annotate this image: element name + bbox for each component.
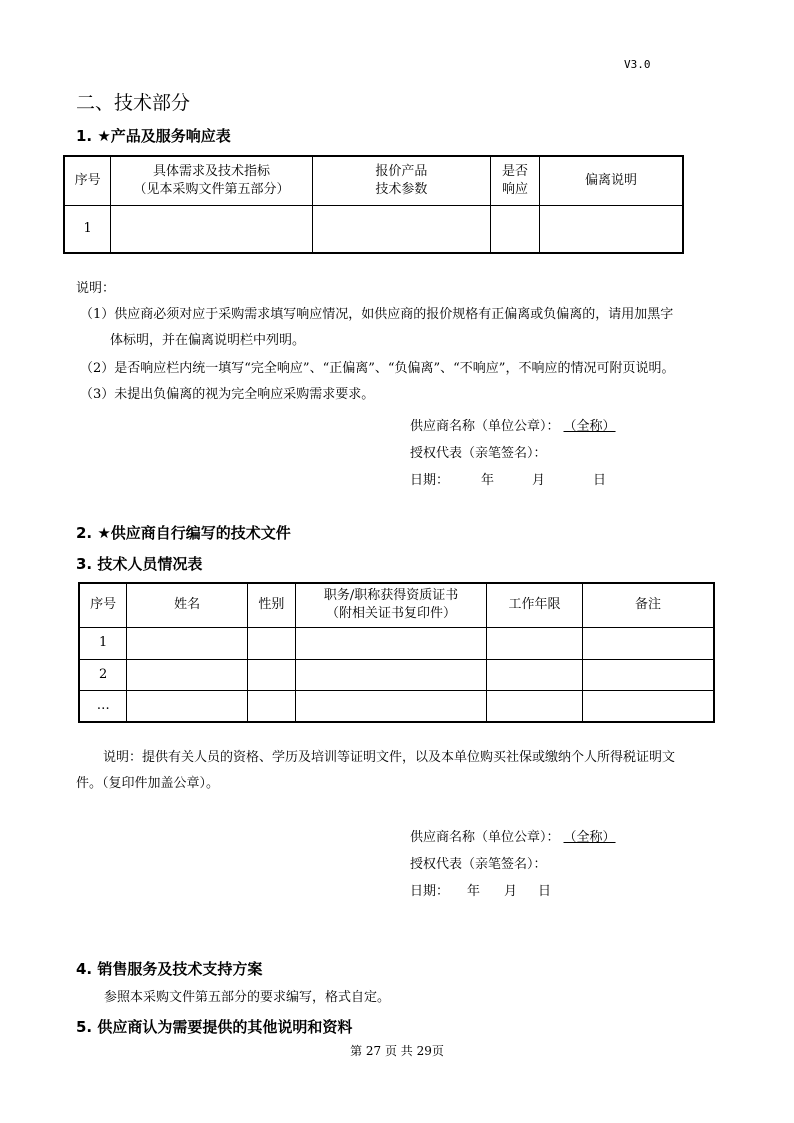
col-header-requirements-line1: 具体需求及技术指标 — [153, 163, 271, 179]
note-item-3: （3）未提出负偏离的视为完全响应采购需求要求。 — [80, 387, 375, 402]
date-day: 日 — [538, 884, 552, 899]
date-label: 日期： — [410, 473, 450, 488]
col-header-index: 序号 — [79, 583, 127, 627]
col-header-deviation: 偏离说明 — [539, 156, 683, 205]
table-row — [79, 627, 714, 659]
cell-deviation — [539, 205, 683, 253]
cell-respond — [491, 205, 540, 253]
page-number: 第 27 页 共 29页 — [350, 1044, 444, 1058]
response-table — [63, 155, 684, 254]
date-year: 年 — [467, 884, 481, 899]
note-item-1: （1）供应商必须对应于采购需求填写响应情况，如供应商的报价规格有正偏离或负偏离的，请用加黑字 — [80, 307, 674, 322]
section-title: 二、技术部分 — [76, 92, 191, 114]
staff-note-line2: 件。（复印件加盖公章）。 — [76, 776, 220, 791]
supplier-label: 供应商名称（单位公章）： — [410, 830, 560, 845]
note-item-2: （2）是否响应栏内统一填写“完全响应”、“正偏离”、“负偏离”、“不响应”，不响应的情况可附页说明。 — [80, 361, 675, 376]
sec1-heading: 1. ★产品及服务响应表 — [76, 127, 231, 145]
col-header-gender: 性别 — [247, 583, 295, 627]
cell-requirements — [111, 205, 312, 253]
sec2-heading: 2. ★供应商自行编写的技术文件 — [76, 524, 291, 542]
table-row — [64, 205, 683, 253]
date-year: 年 — [481, 473, 495, 488]
col-header-requirements-line2: （见本采购文件第五部分） — [133, 181, 290, 197]
note-item-1-cont: 体标明，并在偏离说明栏中列明。 — [110, 333, 306, 348]
signature-supplier — [410, 826, 626, 845]
col-header-product-params — [312, 156, 490, 205]
col-header-respond — [491, 156, 540, 205]
supplier-label: 供应商名称（单位公章）： — [410, 419, 560, 434]
col-header-years: 工作年限 — [487, 583, 583, 627]
cell-index: 1 — [79, 627, 127, 659]
col-header-remarks: 备注 — [582, 583, 714, 627]
supplier-name-field: （全称） — [563, 419, 616, 434]
date-month: 月 — [532, 473, 546, 488]
col-header-qualification — [295, 583, 486, 627]
col-header-index: 序号 — [64, 156, 111, 205]
date-day: 日 — [593, 473, 607, 488]
cell-index: 2 — [79, 659, 127, 690]
notes-label: 说明： — [76, 281, 116, 296]
sec4-text: 参照本采购文件第五部分的要求编写，格式自定。 — [104, 990, 391, 1005]
col-header-product-line2: 技术参数 — [375, 181, 428, 197]
signature-rep: 授权代表（亲笔签名）： — [410, 446, 547, 461]
signature-supplier — [410, 415, 626, 434]
sec3-heading: 3. 技术人员情况表 — [76, 555, 203, 573]
col-header-qualification-line1: 职务/职称获得资质证书 — [323, 588, 459, 604]
signature-date — [410, 880, 570, 899]
response-table-header — [64, 156, 683, 205]
staff-note-line1: 说明：提供有关人员的资格、学历及培训等证明文件，以及本单位购买社保或缴纳个人所得税证明文 — [103, 750, 676, 765]
cell-product-params — [312, 205, 490, 253]
col-header-requirements — [111, 156, 312, 205]
date-month: 月 — [504, 884, 518, 899]
col-header-name: 姓名 — [127, 583, 248, 627]
col-header-respond-line1: 是否 — [502, 163, 529, 179]
date-label: 日期： — [410, 884, 450, 899]
staff-table-header — [79, 583, 714, 627]
col-header-qualification-line2: （附相关证书复印件） — [326, 606, 457, 622]
cell-index: … — [79, 690, 127, 722]
sec5-heading: 5. 供应商认为需要提供的其他说明和资料 — [76, 1018, 353, 1036]
col-header-product-line1: 报价产品 — [375, 163, 428, 179]
table-row — [79, 659, 714, 690]
supplier-name-field: （全称） — [563, 830, 616, 845]
sec4-heading: 4. 销售服务及技术支持方案 — [76, 960, 263, 978]
signature-rep: 授权代表（亲笔签名）： — [410, 857, 547, 872]
staff-table — [78, 582, 715, 723]
col-header-respond-line2: 响应 — [502, 181, 529, 197]
table-row — [79, 690, 714, 722]
signature-date — [410, 469, 630, 488]
cell-index: 1 — [64, 205, 111, 253]
version-label: V3.0 — [624, 58, 651, 71]
